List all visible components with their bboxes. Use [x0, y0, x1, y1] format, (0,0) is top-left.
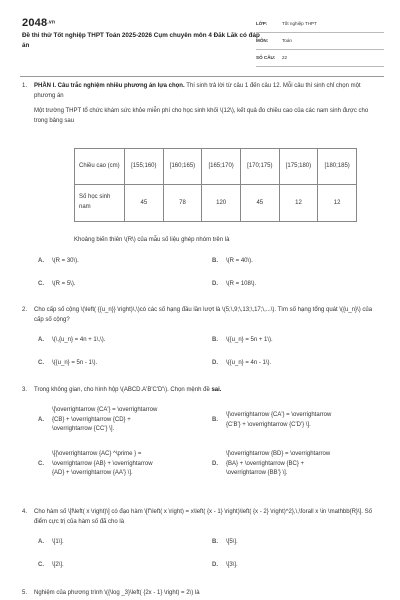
- table-cell: [175;180): [279, 149, 318, 185]
- option-text: \[\overrightarrow {BD} = \overrightarrow {BA} + \overrightarrow {BC} + \overrightarrow {BB'} \].: [226, 451, 331, 477]
- option-text: \[1\].: [52, 539, 64, 545]
- option-letter: B.: [212, 337, 218, 343]
- table-cell: 45: [125, 185, 164, 222]
- table-cell: 12: [318, 185, 357, 222]
- meta-value: 22: [282, 54, 288, 60]
- option-letter: A.: [38, 337, 44, 343]
- answer-option-a[interactable]: [38, 406, 208, 448]
- header-divider: [20, 76, 384, 77]
- option-letter: A.: [38, 258, 44, 264]
- page-title: Đề thi thử Tốt nghiệp THPT Toán 2025-2026 Cụm chuyên môn 4 Đăk Lăk có đáp án: [22, 32, 260, 49]
- option-text: \[\overrightarrow {CA'} = \overrightarrow {C'B'} + \overrightarrow {C'D'} \].: [226, 412, 332, 428]
- question-number: 4.: [22, 509, 28, 515]
- table-cell: 12: [279, 185, 318, 222]
- option-text: \[\overrightarrow {CA'} = \overrightarrow {CB} + \overrightarrow {CD} + \overrightarrow {CC'} \].: [52, 407, 158, 433]
- question-number: 2.: [22, 307, 28, 313]
- meta-value: Toán: [282, 37, 292, 43]
- option-letter: C.: [38, 562, 44, 568]
- meta-key: LỚP:: [256, 20, 268, 26]
- table-row-header: Chiều cao (cm): [75, 149, 125, 185]
- meta-row-count: [256, 50, 384, 67]
- option-text: \(R = 30\).: [52, 258, 79, 264]
- option-letter: C.: [38, 461, 44, 467]
- option-letter: A.: [38, 539, 44, 545]
- question-prompt: Khoảng biến thiên \(R\) của mẫu số liệu ghép nhóm trên là: [74, 237, 230, 243]
- table-cell: 45: [240, 185, 279, 222]
- page-header: [0, 0, 400, 72]
- frequency-table: [74, 148, 357, 222]
- table-cell: 120: [202, 185, 241, 222]
- question-number: 3.: [22, 387, 28, 393]
- table-row-header: Số học sinh nam: [75, 185, 125, 222]
- option-text: \[{\overrightarrow {AC} ^\prime } = \overrightarrow {AB} + \overrightarrow {AD} + \overrightarrow {AA'} \].: [52, 451, 153, 477]
- option-letter: D.: [212, 281, 218, 287]
- instruction-text: Thí sinh trả lời từ câu 1 đến câu 12. Mỗi câu thí sinh chỉ chọn một phương án: [34, 83, 361, 99]
- question-text: Trong không gian, cho hình hộp \(ABCD.A'B'C'D'\). Chọn mệnh đề sai.: [34, 387, 222, 393]
- question-number: 5.: [22, 590, 28, 596]
- table-cell: [165;170): [202, 149, 241, 185]
- answer-option-c[interactable]: [38, 450, 208, 492]
- answer-option-d[interactable]: [212, 450, 382, 492]
- site-logo[interactable]: 2048.vn: [22, 17, 56, 29]
- option-text: \(\,{u_n} = 4n + 1\,\).: [52, 337, 106, 343]
- question-text: Cho hàm số \[f\left( x \right)\] có đạo hàm \[f'\left( x \right) = x\left( {x - 1} \right)\left( {x - 2} \right)^2},\,\forall x \in \mathbb{R}\]. Số điểm cực trị của hàm số đã cho là: [34, 509, 372, 525]
- exam-meta-box: [256, 16, 384, 67]
- option-letter: D.: [212, 461, 218, 467]
- meta-value: Tốt nghiệp THPT: [282, 20, 317, 26]
- option-letter: B.: [212, 417, 218, 423]
- question-text: Một trường THPT tổ chức khám sức khỏe miễn phí cho học sinh khối \(12\), kết quả đo chiều cao của các nam sinh được cho trong bảng sau: [34, 108, 369, 124]
- option-text: \[2\].: [52, 562, 64, 568]
- question-instruction: [34, 82, 376, 101]
- option-text: \[5\].: [226, 539, 238, 545]
- meta-row-subject: [256, 33, 384, 50]
- option-text: \({u_n} = 5n + 1\).: [226, 337, 273, 343]
- option-letter: C.: [38, 281, 44, 287]
- table-cell: [170;175): [240, 149, 279, 185]
- emphasis-text: sai.: [211, 387, 222, 393]
- option-letter: A.: [38, 417, 44, 423]
- option-text: \({u_n} = 5n - 1\).: [52, 360, 98, 366]
- answer-option-b[interactable]: [212, 411, 382, 443]
- table-cell: [160;165): [163, 149, 202, 185]
- question-text: Cho cấp số cộng \(\left( {{u_n}} \right)\,\)có các số hạng đầu lần lượt là \(5;\,9;\,13;\,17;\,...\). Tìm số hạng tổng quát \({u_n}\) của cấp số cộng?: [34, 307, 373, 323]
- table-cell: 78: [163, 185, 202, 222]
- question-text: Nghiệm của phương trình \({\log _3}\left( {2x - 1} \right) = 2\) là: [34, 590, 200, 596]
- question-number: 1.: [22, 83, 28, 89]
- part-heading: PHẦN I. Câu trắc nghiệm nhiều phương án lựa chọn.: [34, 83, 185, 89]
- option-letter: B.: [212, 539, 218, 545]
- option-letter: B.: [212, 258, 218, 264]
- option-text: \(R = 5\).: [52, 281, 76, 287]
- meta-row-class: [256, 16, 384, 33]
- table-cell: [180;185): [318, 149, 357, 185]
- option-letter: D.: [212, 562, 218, 568]
- table-cell: [155;160): [125, 149, 164, 185]
- option-text: \(R = 108\).: [226, 281, 257, 287]
- meta-key: MÔN:: [256, 37, 269, 43]
- option-text: \({u_n} = 4n - 1\).: [226, 360, 272, 366]
- option-letter: D.: [212, 360, 218, 366]
- option-text: \(R = 40\).: [226, 258, 253, 264]
- option-text: \[3\].: [226, 562, 238, 568]
- meta-key: SỐ CÂU:: [256, 54, 276, 60]
- option-letter: C.: [38, 360, 44, 366]
